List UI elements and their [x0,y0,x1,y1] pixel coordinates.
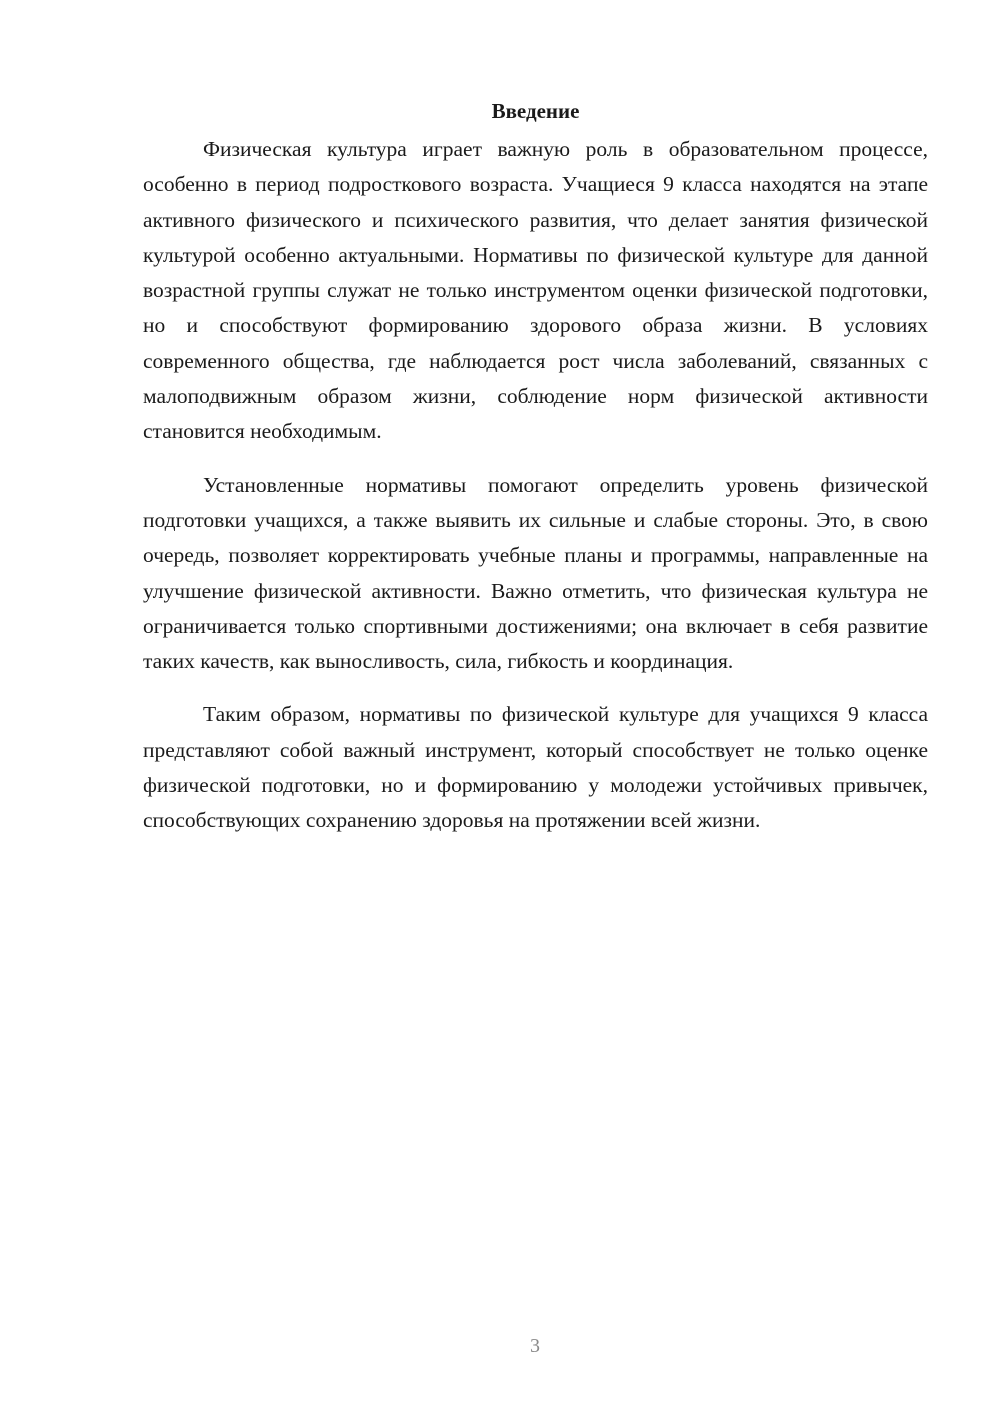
paragraph-2: Установленные нормативы помогают определить уровень физической подготовки учащихся, а также выявить их сильные и слабые стороны. Это, в свою очередь, позволяет корректировать учебные планы и программы, направленные на улучшение физической активности. Важно отметить, что физическая культура не ограничивается только спортивными достижениями; она включает в себя развитие таких качеств, как выносливость, сила, гибкость и координация. [143,472,928,674]
paragraph-3: Таким образом, нормативы по физической культуре для учащихся 9 класса представляют собой важный инструмент, который способствует не только оценке физической подготовки, но и формированию у молодежи устойчивых привычек, способствующих сохранению здоровья на протяжении всей жизни. [143,702,928,833]
section-title: Введение [491,99,580,123]
page-content [143,96,928,857]
page-number: 3 [530,1335,540,1357]
paragraph-1: Физическая культура играет важную роль в образовательном процессе, особенно в период подросткового возраста. Учащиеся 9 класса находятся на этапе активного физического и психического развития, что делает занятия физической культурой особенно актуальными. Нормативы по физической культуре для данной возрастной группы служат не только инструментом оценки физической подготовки, но и способствуют формированию здорового образа жизни. В условиях современного общества, где наблюдается рост числа заболеваний, связанных с малоподвижным образом жизни, соблюдение норм физической активности становится необходимым. [143,137,928,444]
